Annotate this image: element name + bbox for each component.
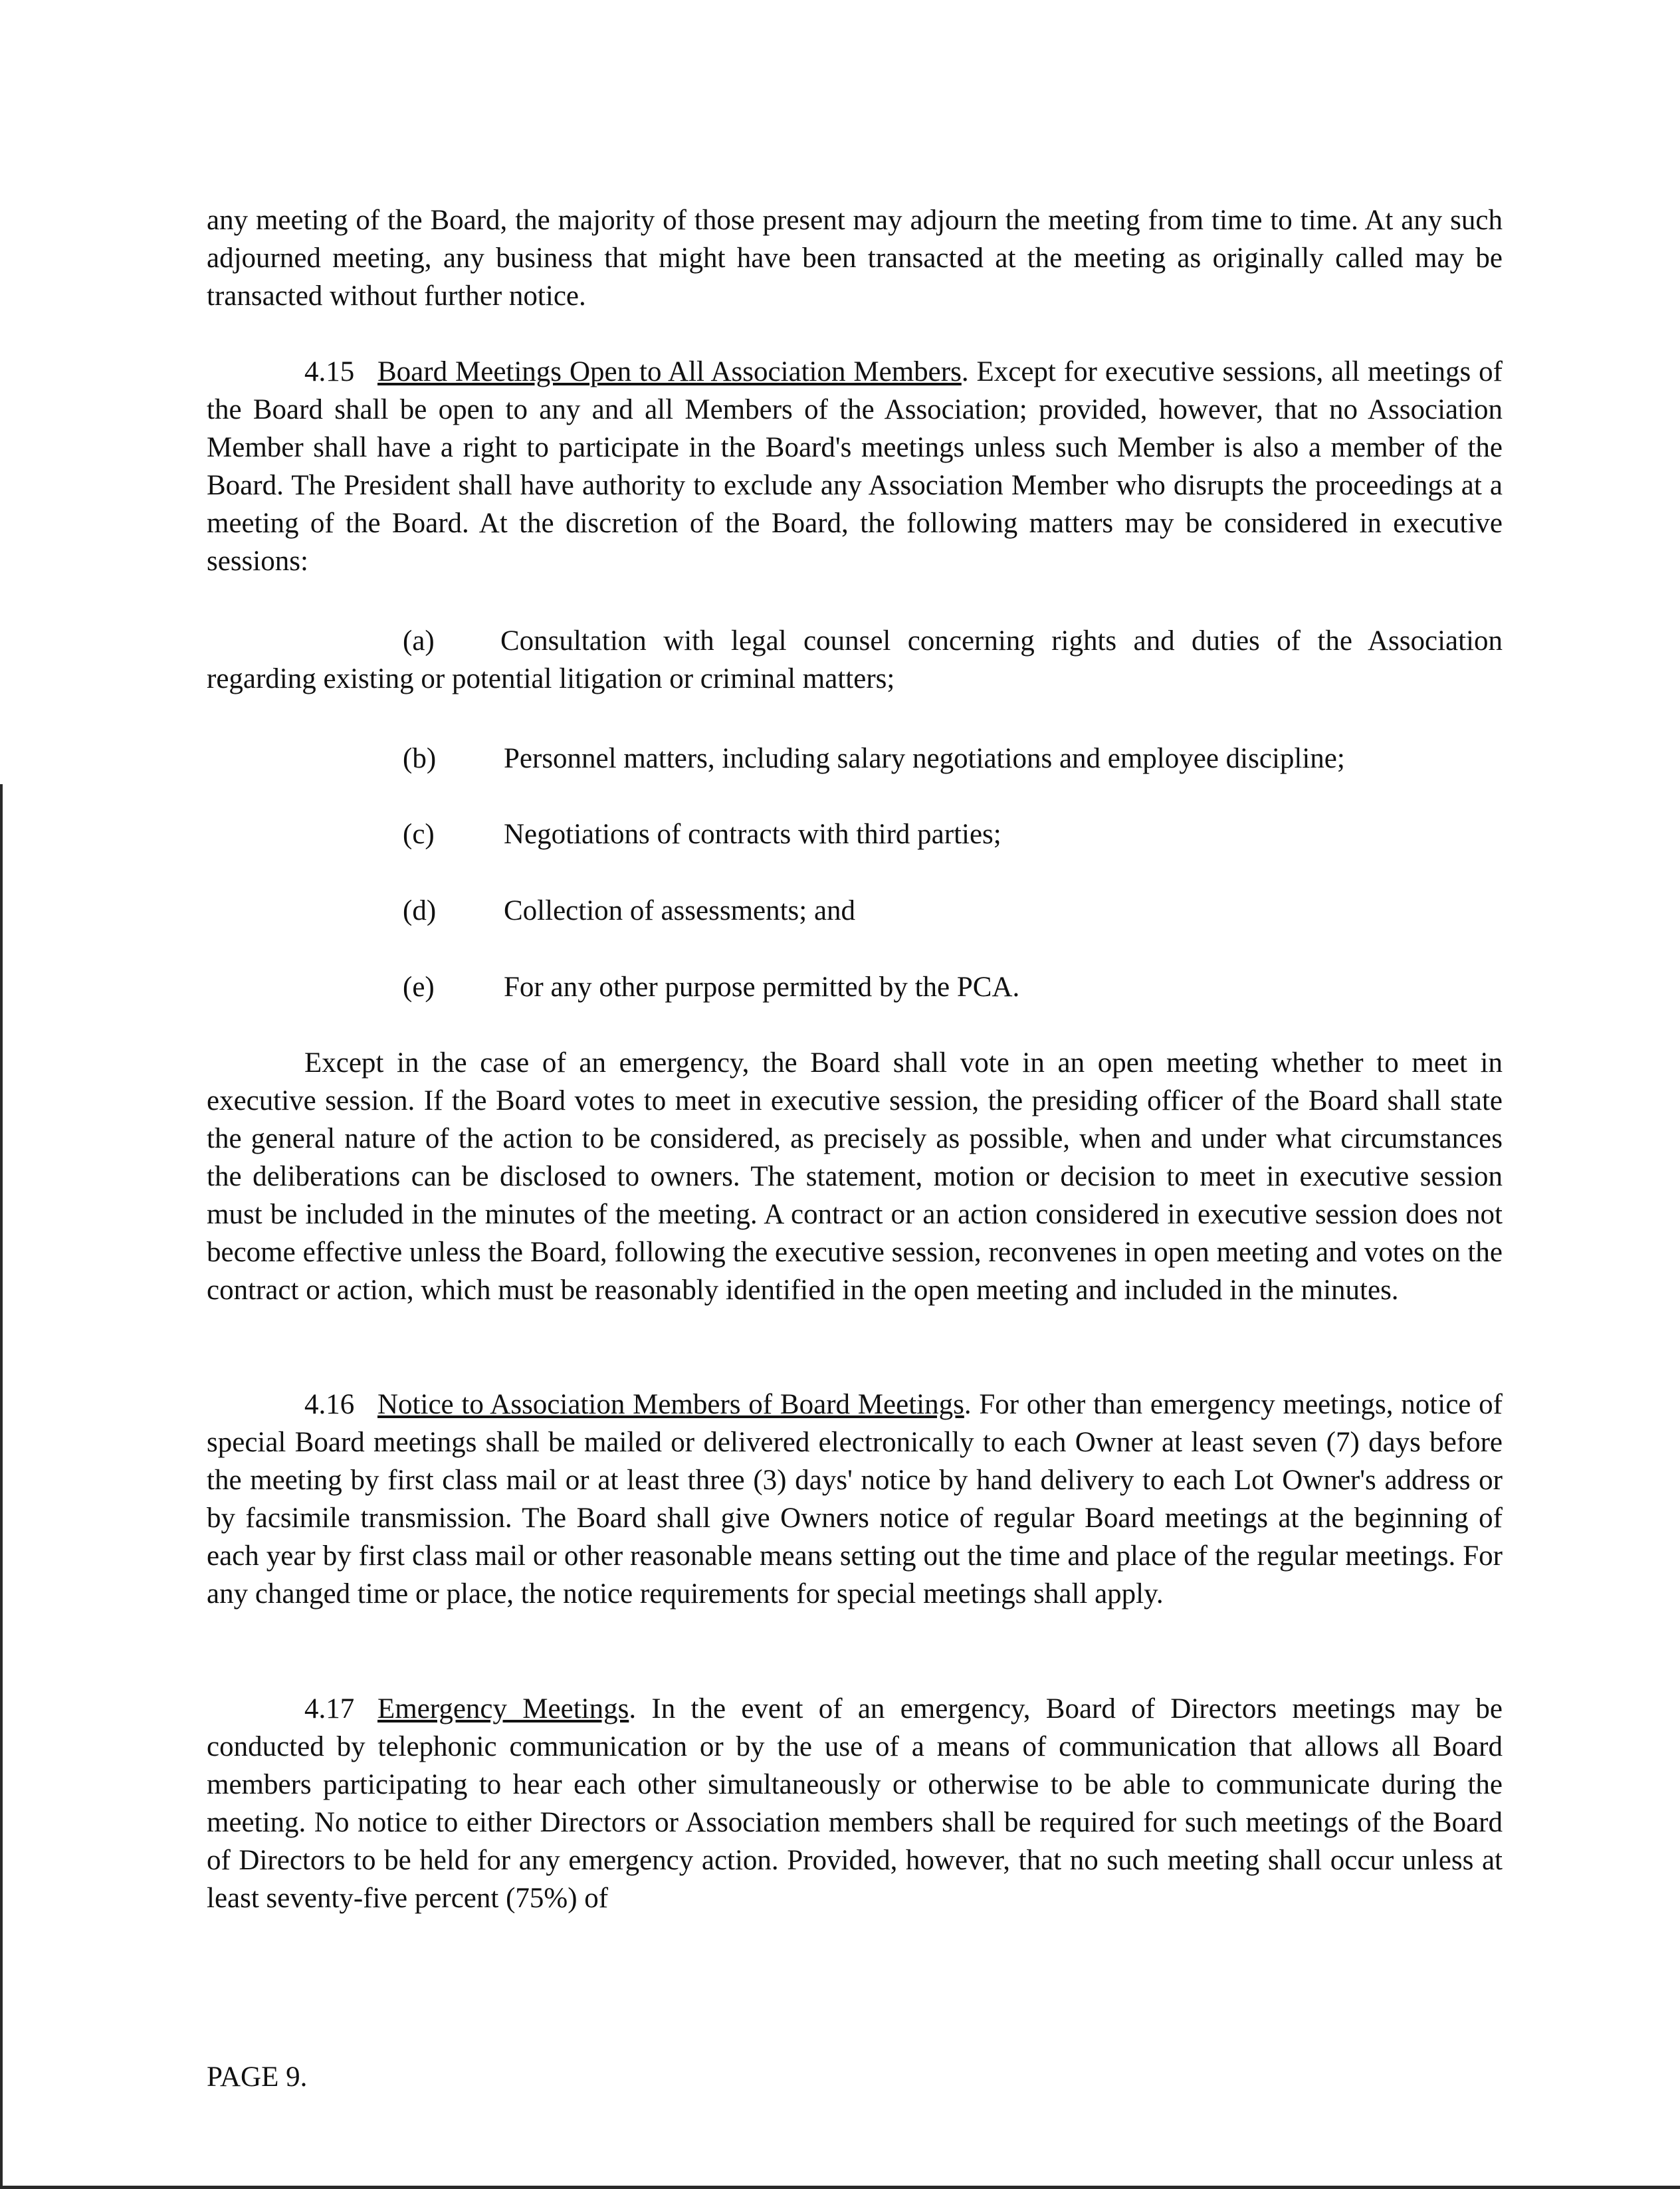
continuation-paragraph: any meeting of the Board, the majority of those present may adjourn the meeting from time to time. At any such adjourned meeting, any business that might have been transacted at the meeting as originally called may be transacted without further notice. bbox=[207, 205, 1503, 312]
section-4-17 bbox=[207, 1690, 1503, 1917]
list-item-text: Consultation with legal counsel concerning rights and duties of the Association regarding existing or potential litigation or criminal matters; bbox=[207, 625, 1503, 694]
list-item-text: For any other purpose permitted by the PCA. bbox=[504, 972, 1020, 1003]
list-item-b bbox=[403, 740, 1345, 778]
list-item-text: Negotiations of contracts with third parties; bbox=[504, 819, 1001, 850]
list-item-e bbox=[403, 968, 1019, 1006]
section-4-17-text: . In the event of an emergency, Board of Directors meetings may be conducted by telephonic communication or by the use of a means of communication that allows all Board members participating to hear each other simultaneously or otherwise to be able to communicate during the meeting. No notice to either Directors or Association members shall be required for such meetings of the Board of Directors to be held for any emergency action. Provided, however, that no such meeting shall occur unless at least seventy-five percent (75%) of bbox=[207, 1693, 1503, 1914]
list-item-a bbox=[207, 622, 1503, 698]
section-4-16-number: 4.16 bbox=[304, 1389, 355, 1420]
page-number-footer: PAGE 9. bbox=[207, 2061, 308, 2093]
scan-edge-bottom bbox=[0, 2186, 1680, 2189]
section-4-16-title: Notice to Association Members of Board Meetings bbox=[377, 1389, 964, 1420]
list-item-c bbox=[403, 815, 1001, 853]
section-4-17-number: 4.17 bbox=[304, 1693, 355, 1724]
list-item-text: Collection of assessments; and bbox=[504, 895, 856, 926]
list-item-label: (a) bbox=[403, 625, 435, 657]
section-4-16-text: . For other than emergency meetings, notice of special Board meetings shall be mailed or delivered electronically to each Owner at least seven (7) days before the meeting by first class mail or at least three (3) days' notice by hand delivery to each Lot Owner's address or by facsimile transmission. The Board shall give Owners notice of regular Board meetings at the beginning of each year by first class mail or other reasonable means setting out the time and place of the regular meetings. For any changed time or place, the notice requirements for special meetings shall apply. bbox=[207, 1389, 1503, 1610]
list-item-d bbox=[403, 892, 855, 930]
section-4-15-text: . Except for executive sessions, all meetings of the Board shall be open to any and all Members of the Association; provided, however, that no Association Member shall have a right to participate in the Board's meetings unless such Member is also a member of the Board. The President shall have authority to exclude any Association Member who disrupts the proceedings at a meeting of the Board. At the discretion of the Board, the following matters may be considered in executive sessions: bbox=[207, 356, 1503, 577]
section-4-15-number: 4.15 bbox=[304, 356, 355, 387]
list-item-label: (b) bbox=[403, 743, 437, 774]
list-item-label: (c) bbox=[403, 819, 435, 850]
executive-session-paragraph: Except in the case of an emergency, the Board shall vote in an open meeting whether to meet in executive session. If the Board votes to meet in executive session, the presiding officer of the Board shall state the general nature of the action to be considered, as precisely as possible, when and under what circumstances the deliberations can be disclosed to owners. The statement, motion or decision to meet in executive session must be included in the minutes of the meeting. A contract or an action considered in executive session does not become effective unless the Board, following the executive session, reconvenes in open meeting and votes on the contract or action, which must be reasonably identified in the open meeting and included in the minutes. bbox=[207, 1047, 1503, 1306]
list-item-label: (d) bbox=[403, 895, 437, 926]
list-item-label: (e) bbox=[403, 972, 435, 1003]
section-4-15 bbox=[207, 353, 1503, 580]
section-4-15-title: Board Meetings Open to All Association Members bbox=[377, 356, 962, 387]
section-4-16 bbox=[207, 1386, 1503, 1613]
section-4-17-title: Emergency Meetings bbox=[377, 1693, 629, 1724]
list-item-text: Personnel matters, including salary negotiations and employee discipline; bbox=[504, 743, 1345, 774]
scan-edge-left bbox=[0, 784, 3, 2189]
